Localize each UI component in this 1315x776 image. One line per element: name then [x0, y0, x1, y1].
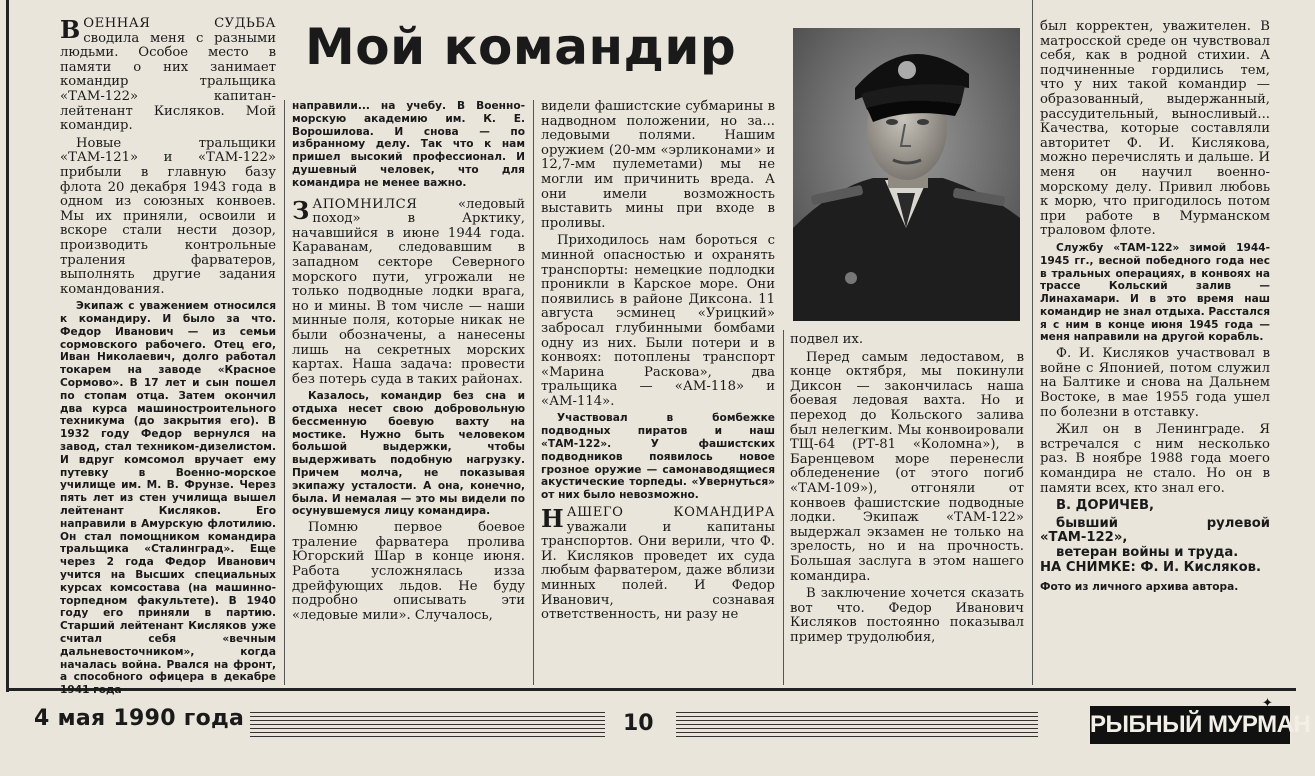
- newspaper-masthead: РЫБНЫЙ МУРМАН: [1090, 706, 1290, 744]
- portrait-image: [793, 28, 1020, 321]
- article-title: Мой командир: [305, 18, 737, 76]
- footer-rule-right: [676, 712, 1038, 738]
- lead-caps: ОЕННАЯ СУДЬБА: [83, 16, 276, 31]
- paragraph: Помню первое боевое траление фарватера пролива Югорский Шар в конце июня. Работа усложнялась изза дрейфующих льдов. Не буду подробно описывать эти «ледовые мили». Случалось,: [292, 520, 525, 623]
- paragraph-text: уважали и капитаны транспортов. Они верили, что Ф. И. Кисляков проведет их суда любым фарватером, даже вблизи минных полей. И Федор Иванович, сознавая ответственность, ни разу не: [541, 519, 775, 623]
- bold-paragraph: Участвовал в бомбежке подводных пиратов и наш «ТАМ-122». У фашистских подводников появилось новое грозное оружие — самонаводящиеся акустические торпеды. «Увернуться» от них было невозможно.: [541, 412, 775, 502]
- paragraph-text: «ледовый поход» в Арктику, начавшийся в июне 1944 года. Караванам, следовавшим в западном секторе Северного морского пути, угрожали не только подводные лодки врага, но и мины. В том числе — наши минные поля, которые никак не были обозначены, а нанесены лишь на секретных морских картах. Наша задача: провести без потерь суда в таких районах.: [292, 196, 525, 387]
- column-rule: [783, 330, 784, 685]
- paragraph: [541, 506, 775, 623]
- article-column-5: [1040, 20, 1270, 685]
- paragraph: видели фашистские субмарины в надводном положении, но за... ледовыми полями. Нашим оружием (20-мм «эрликонами» и 12,7-мм пулеметами) мы не могли им причинить вреда. А они имели возможность выставить мины при входе в проливы.: [541, 99, 775, 231]
- paragraph: [60, 17, 276, 134]
- paragraph: Жил он в Ленинграде. Я встречался с ним несколько раз. В ноябре 1988 года моего командира не стало. Но он в памяти всех, кто знал его.: [1040, 422, 1270, 496]
- paragraph: В заключение хочется сказать вот что. Федор Иванович Кисляков постоянно показывал пример трудолюбия,: [790, 586, 1024, 645]
- bold-paragraph: Казалось, командир без сна и отдыха несет свою добровольную бессменную боевую вахту на мостике. Нужно быть человеком большой выдержки, чтобы выдерживать подобную нагрузку. Причем молча, не показывая экипажу усталости. А она, конечно, была. И немалая — это мы видели по осунувшемуся лицу командира.: [292, 390, 525, 518]
- drop-cap: З: [292, 195, 310, 225]
- column-rule: [1032, 0, 1033, 685]
- article-column-1: [60, 15, 276, 697]
- star-icon: ✦: [1262, 696, 1273, 711]
- bold-paragraph: Экипаж с уважением относился к командиру. И было за что. Федор Иванович — из семьи сормовского рабочего. Отец его, Иван Николаевич, долго работал токарем на заводе «Красное Сормово». В 17 лет и сын пошел по стопам отца. Затем окончил два курса машиностроительного техникума (до закрытия его). В 1932 году Федор вернулся на завод, стал техником-дизелистом. И вдруг комсомол вручает ему путевку в Военно-морское училище им. М. В. Фрунзе. Через пять лет из стен училища вышел лейтенант Кисляков. Его направили в Амурскую флотилию. Он стал помощником командира тральщика «Сталинград». Еще через 2 года Федор Иванович учится на Высших специальных курсах комсостава (на машинно-торпедном факультете). В 1940 году его приняли в партию. Старший лейтенант Кисляков уже считал себя «вечным дальневосточником», когда началась война. Рвался на фронт, а способного офицера в декабре 1941 года: [60, 300, 276, 697]
- photo-credit: Фото из личного архива автора.: [1040, 581, 1239, 594]
- page-number: 10: [623, 711, 654, 736]
- bold-paragraph: направили... на учебу. В Военно-морскую академию им. К. Е. Ворошилова. И снова — по избранному делу. Так что к нам пришел высокий профессионал. И душевный человек, что для командира не менее важно.: [292, 100, 525, 189]
- paragraph: [292, 195, 525, 388]
- paragraph: Перед самым ледоставом, в конце октября, мы покинули Диксон — закончилась наша боевая ледовая вахта. Но и переход до Кольского залива был нелегким. Мы конвоировали ТЩ-64 (РТ-81 «Коломна»), в Баренцевом море перенесли обледенение (от этого погиб «ТАМ-109»), отгоняли от конвоев фашистские подводные лодки. Экипаж «ТАМ-122» выдержал экзамен не только на зрелость, но и на прочность. Большая заслуга в этом нашего командира.: [790, 349, 1024, 584]
- author-name: В. ДОРИЧЕВ,: [1056, 498, 1155, 514]
- drop-cap: В: [60, 15, 81, 44]
- commander-photo: [793, 28, 1020, 321]
- lead-caps: АПОМНИЛСЯ: [312, 196, 418, 212]
- page-frame-left: [6, 0, 9, 692]
- paragraph: Ф. И. Кисляков участвовал в войне с Японией, потом служил на Балтике и снова на Дальнем Востоке, в мае 1955 года ушел по болезни в отставку.: [1040, 346, 1270, 420]
- article-column-3: [541, 100, 775, 685]
- article-column-4: [790, 333, 1024, 685]
- column-rule: [533, 100, 534, 685]
- drop-cap: Н: [541, 504, 564, 534]
- paragraph: был корректен, уважителен. В матросской среде он чувствовал себя, как в родной стихии. А подчиненные гордились тем, что у них такой командир — образованный, выдержанный, рассудительный, выносливый... Качества, которые составляли авторитет Ф. И. Кислякова, можно перечислять и дальше. И меня он научил военно-морскому делу. Привил любовь к морю, что пригодилось потом при работе в Мурманском траловом флоте.: [1040, 19, 1270, 239]
- paragraph: Приходилось нам бороться с минной опасностью и охранять транспорты: немецкие подлодки проникли в Карское море. Они появились в районе Диксона. 11 августа эсминец «Урицкий» забросал глубинными бомбами одну из них. Были потери и в конвоях: потоплены транспорт «Марина Раскова», два тральщика — «АМ-118» и «АМ-114».: [541, 233, 775, 409]
- footer-rule-left: [250, 712, 605, 738]
- bold-paragraph: Службу «ТАМ-122» зимой 1944-1945 гг., весной победного года нес в тральных операциях, в конвоях на трассе Кольский залив — Линахамари. И в это время наш командир не знал отдыха. Расстался я с ним в конце июня 1945 года — меня направили на другой корабль.: [1040, 241, 1270, 344]
- lead-caps: АШЕГО КОМАНДИРА: [566, 505, 775, 521]
- author-role: ветеран войны и труда.: [1056, 545, 1239, 560]
- photo-caption: НА СНИМКЕ: Ф. И. Кисляков.: [1040, 559, 1262, 575]
- column-rule: [284, 100, 285, 685]
- paragraph: Новые тральщики «ТАМ-121» и «ТАМ-122» прибыли в главную базу флота 20 декабря 1943 года в одном из союзных конвоев. Мы их приняли, освоили и вскоре стали нести дозор, производить контрольные траления фарватеров, выполнять другие задания командования.: [60, 135, 276, 297]
- issue-date: 4 мая 1990 года: [34, 706, 245, 731]
- article-column-2: [292, 100, 525, 685]
- author-role: бывший рулевой «ТАМ-122»,: [1040, 515, 1270, 546]
- paragraph-text: сводила меня с разными людьми. Особое место в памяти о них занимает командир тральщика «ТАМ-122» капитан-лейтенант Кисляков. Мой командир.: [60, 30, 276, 134]
- paragraph: подвел их.: [790, 332, 864, 347]
